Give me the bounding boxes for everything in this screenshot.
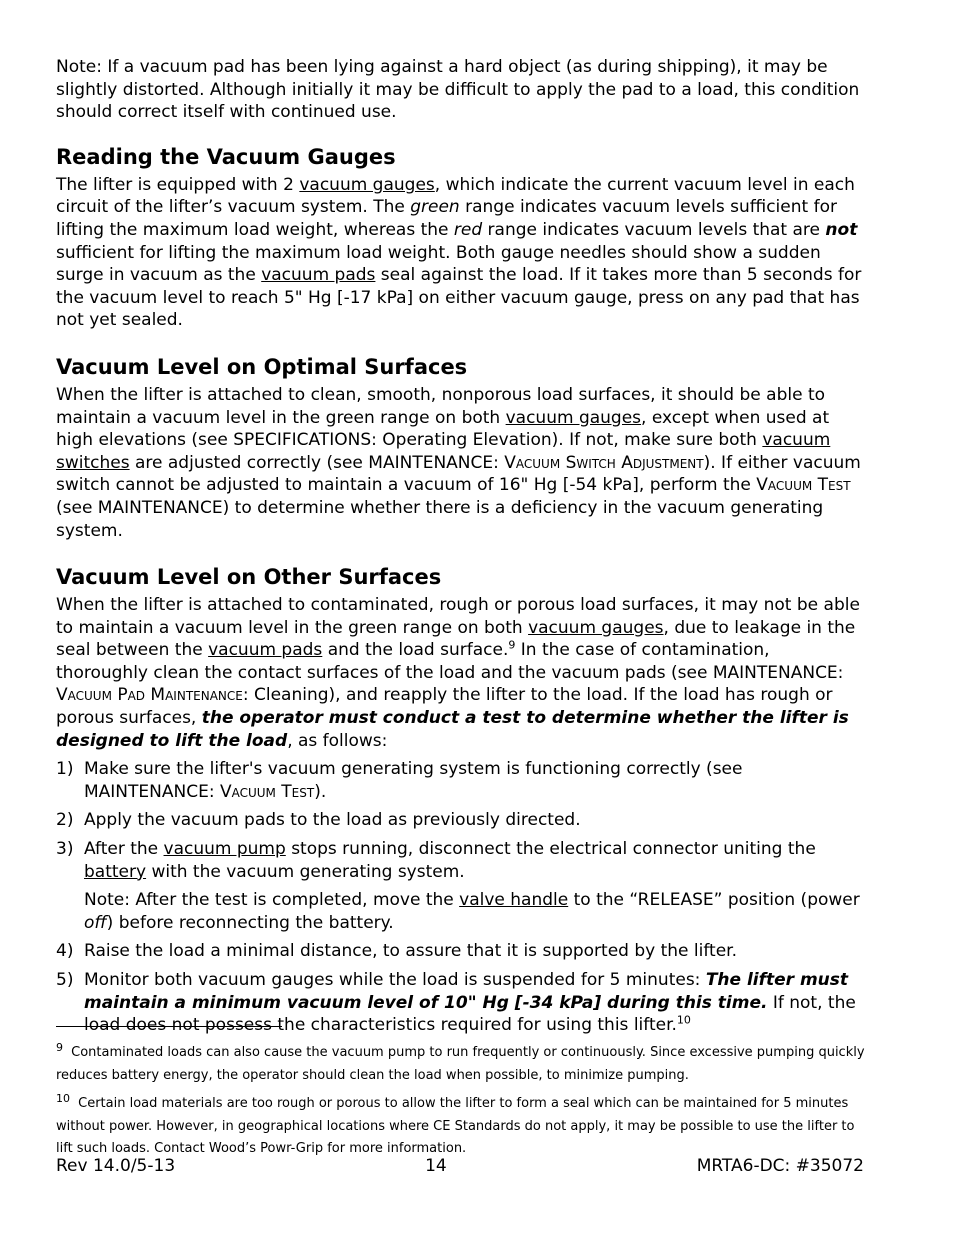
intro-note: Note: If a vacuum pad has been lying against a hard object (as during shipping), it may be slightly distorted. Although initially it may be difficult to apply the pad to a load, this condition should correct itself with continued use. [56,57,860,123]
link-vacuum-switches[interactable]: vacuum switches [56,430,831,473]
link-vacuum-pump[interactable]: vacuum pump [163,839,286,860]
footnote-ref-10[interactable]: 10 [676,1013,691,1027]
footnote-separator [56,1026,282,1027]
footnote-ref-9[interactable]: 9 [508,638,516,652]
step-note: Note: After the test is completed, move the valve handle to the “RELEASE” position (power off) before reconnecting the battery. [84,890,860,933]
link-vacuum-gauges[interactable]: vacuum gauges [505,407,642,428]
link-vacuum-gauges[interactable]: vacuum gauges [299,174,435,195]
document-id: MRTA6-DC: #35072 [696,1156,864,1176]
test-steps-list [56,758,864,1037]
list-item: 2) Apply the vacuum pads to the load as previously directed. [56,810,581,831]
paragraph-other-surfaces: When the lifter is attached to contaminated, rough or porous load surfaces, it may not be able to maintain a vacuum level in the green range on both vacuum gauges, due to leakage in the seal between the vacuum pads and the load surface.$^9$ In the case of contamination, thoroughly clean the contact surfaces of the load and the vacuum pads (see MAINTENANCE: Vacuum Pad Maintenance: Cleaning), and reapply the lifter to the load. If the load has rough or porous surfaces, the operator must conduct a test to determine whether the lifter is designed to lift the load, as follows: [56,595,860,751]
list-item: 3) After the vacuum pump stops running, disconnect the electrical connector uniting the battery with the vacuum generating system. Note: After the test is completed, move the valve handle to the “RELEASE” position (power off) before reconnecting the battery. [56,838,864,934]
list-item: 1) Make sure the lifter's vacuum generating system is functioning correctly (see MAINTENANCE: Vacuum Test). [56,759,743,802]
heading-other-surfaces: Vacuum Level on Other Surfaces [56,565,442,590]
link-battery[interactable]: battery [84,861,147,882]
paragraph-reading-gauges: The lifter is equipped with 2 vacuum gauges, which indicate the current vacuum level in each circuit of the lifter’s vacuum system. The green range indicates vacuum levels sufficient for lifting the maximum load weight, whereas the red range indicates vacuum levels that are not sufficient for lifting the maximum load weight. Both gauge needles should show a sudden surge in vacuum as the vacuum pads seal against the load. If it takes more than 5 seconds for the vacuum level to reach 5" Hg [-17 kPa] on either vacuum gauge, press on any pad that has not yet sealed. [56,174,862,331]
page-footer [56,1156,864,1176]
heading-optimal-surfaces: Vacuum Level on Optimal Surfaces [56,354,468,379]
link-valve-handle[interactable]: valve handle [459,890,569,911]
link-vacuum-pads[interactable]: vacuum pads [208,640,323,661]
heading-reading-gauges: Reading the Vacuum Gauges [56,144,396,169]
page-number: 14 [425,1156,447,1176]
paragraph-optimal-surfaces: When the lifter is attached to clean, smooth, nonporous load surfaces, it should be able to maintain a vacuum level in the green range on both vacuum gauges, except when used at high elevations (see SPECIFICATIONS: Operating Elevation). If not, make sure both vacuum switches are adjusted correctly (see MAINTENANCE: Vacuum Switch Adjustment). If either vacuum switch cannot be adjusted to maintain a vacuum of 16" Hg [-54 kPa], perform the Vacuum Test (see MAINTENANCE) to determine whether there is a deficiency in the vacuum generating system. [56,384,861,541]
footnote-9: $^9$ Contaminated loads can also cause the vacuum pump to run frequently or continuously. Since excessive pumping quickly reduces battery energy, the operator should clean the load when possible, to minimize pumping. [56,1040,865,1083]
document-page [56,56,864,1037]
link-vacuum-pads[interactable]: vacuum pads [261,265,376,286]
link-vacuum-gauges[interactable]: vacuum gauges [528,617,664,638]
list-item: 4) Raise the load a minimal distance, to assure that it is supported by the lifter. [56,941,738,962]
revision-label: Rev 14.0/5-13 [56,1156,176,1176]
footnote-10: $^{10}$ Certain load materials are too rough or porous to allow the lifter to form a seal which can be maintained for 5 minutes without power. However, in geographical locations where CE Standards do not apply, it may be possible to use the lifter to lift such loads. Contact Wood’s Powr-Grip for more information. [56,1091,855,1157]
list-item: 5) Monitor both vacuum gauges while the load is suspended for 5 minutes: The lifter must maintain a minimum vacuum level of 10" Hg [-34 kPa] during this time. If not, the load does not possess the characteristics required for using this lifter.$^{10}$ [56,970,856,1036]
footnotes [56,1042,866,1161]
